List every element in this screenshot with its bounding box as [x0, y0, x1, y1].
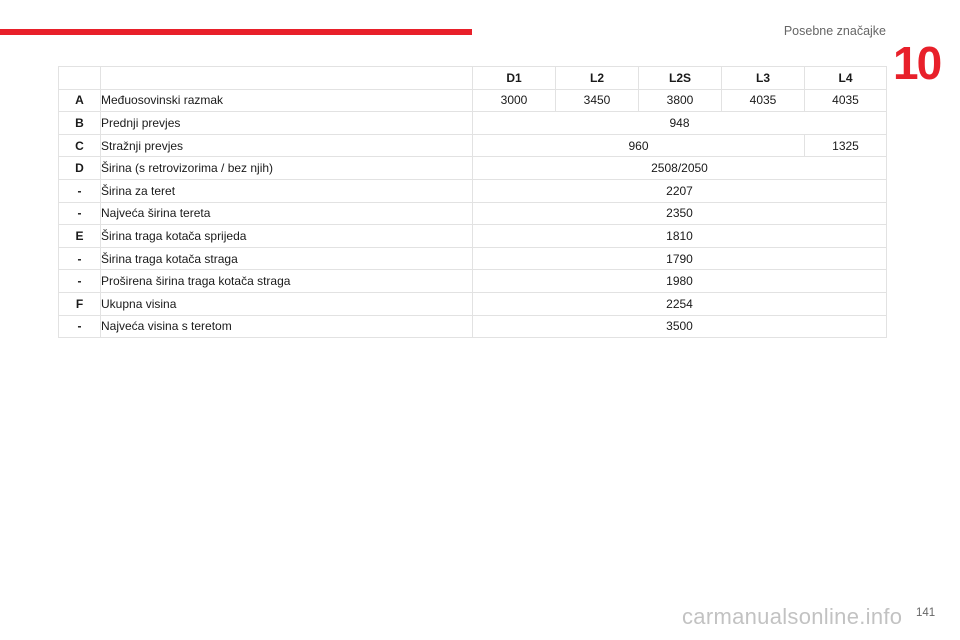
row-value: 3000: [473, 89, 556, 112]
row-value: 4035: [722, 89, 805, 112]
column-header: L4: [805, 67, 887, 90]
row-label: Širina traga kotača sprijeda: [101, 225, 473, 248]
row-value: 1980: [473, 270, 887, 293]
column-header: L2: [556, 67, 639, 90]
row-label: Širina za teret: [101, 179, 473, 202]
table-row: [59, 225, 887, 248]
row-label: Širina (s retrovizorima / bez njih): [101, 157, 473, 180]
row-value: 3500: [473, 315, 887, 338]
row-value: 3800: [639, 89, 722, 112]
column-header: L2S: [639, 67, 722, 90]
table-header-row: [59, 67, 887, 90]
row-value: 2350: [473, 202, 887, 225]
row-label: Ukupna visina: [101, 292, 473, 315]
column-header: D1: [473, 67, 556, 90]
row-value: 2207: [473, 179, 887, 202]
row-label: Proširena širina traga kotača straga: [101, 270, 473, 293]
section-title: Posebne značajke: [783, 24, 886, 38]
table-row: [59, 247, 887, 270]
row-code: -: [59, 247, 101, 270]
row-value: 3450: [556, 89, 639, 112]
row-label: Najveća širina tereta: [101, 202, 473, 225]
row-code: -: [59, 270, 101, 293]
table-row: [59, 179, 887, 202]
table-row: [59, 292, 887, 315]
row-value: 1325: [805, 134, 887, 157]
table-row: [59, 157, 887, 180]
row-value: 948: [473, 112, 887, 135]
row-code: B: [59, 112, 101, 135]
row-code: -: [59, 179, 101, 202]
row-code: F: [59, 292, 101, 315]
header-accent-bar: [0, 29, 472, 35]
row-code: A: [59, 89, 101, 112]
chapter-number: 10: [893, 37, 941, 89]
row-label: Međuosovinski razmak: [101, 89, 473, 112]
header-blank-cell: [101, 67, 473, 90]
watermark: carmanualsonline.info: [682, 604, 903, 629]
row-code: D: [59, 157, 101, 180]
row-value: 4035: [805, 89, 887, 112]
row-code: -: [59, 202, 101, 225]
table-row: [59, 134, 887, 157]
row-value: 960: [473, 134, 805, 157]
table-row: [59, 202, 887, 225]
page-number: 141: [916, 607, 936, 619]
table-row: [59, 89, 887, 112]
row-code: -: [59, 315, 101, 338]
table-row: [59, 112, 887, 135]
row-label: Stražnji prevjes: [101, 134, 473, 157]
row-label: Najveća visina s teretom: [101, 315, 473, 338]
row-value: 2508/2050: [473, 157, 887, 180]
row-code: C: [59, 134, 101, 157]
row-value: 1810: [473, 225, 887, 248]
column-header: L3: [722, 67, 805, 90]
row-value: 1790: [473, 247, 887, 270]
row-code: E: [59, 225, 101, 248]
header-blank-cell: [59, 67, 101, 90]
row-value: 2254: [473, 292, 887, 315]
dimensions-table: [58, 66, 887, 338]
row-label: Prednji prevjes: [101, 112, 473, 135]
row-label: Širina traga kotača straga: [101, 247, 473, 270]
table-row: [59, 315, 887, 338]
table-row: [59, 270, 887, 293]
